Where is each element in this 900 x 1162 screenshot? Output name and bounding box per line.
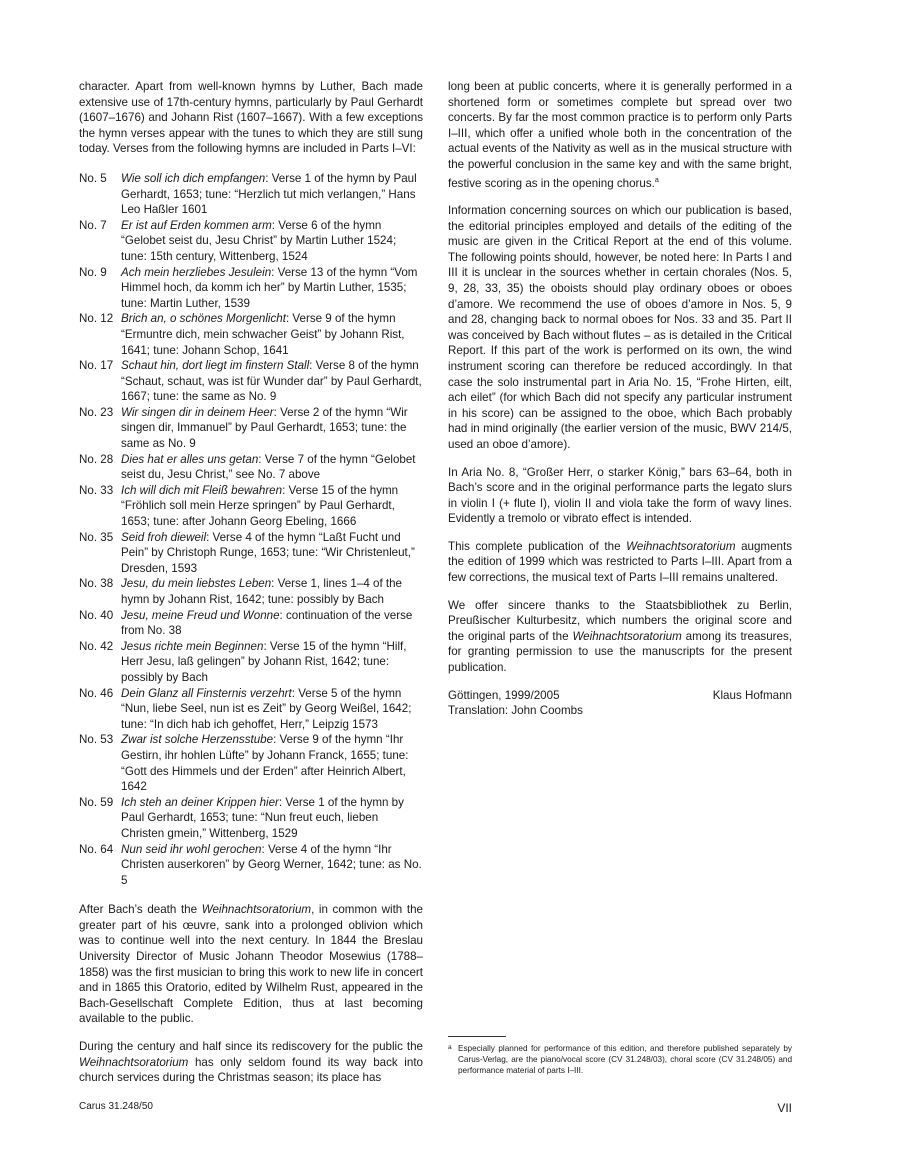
hymn-description: : Verse 2 of the hymn “Wir singen dir, Immanuel” by Paul Gerhardt, 1653; tune: the same as No. 9 [121, 405, 408, 451]
thanks-paragraph: We offer sincere thanks to the Staatsbibliothek zu Berlin, Preußischer Kulturbesitz, which numbers the original score and the original parts of the Weihnachtsoratorium among its treasures, for granting permission to use the manuscripts for the present publication. [448, 598, 792, 675]
hymn-description: : Verse 1, lines 1–4 of the hymn by Johann Rist, 1642; tune: possibly by Bach [121, 577, 403, 606]
hymn-title: Dies hat er alles uns getan [121, 452, 259, 466]
hymn-description: : Verse 15 of the hymn “Hilf, Herr Jesu, laß gelingen” by Johann Rist, 1642; tune: possibly by Bach [121, 639, 407, 684]
hymn-number: No. 12 [79, 312, 114, 326]
hymn-title: Zwar ist solche Herzensstube [121, 733, 274, 747]
list-item [79, 311, 423, 358]
page-number: VII [777, 1101, 792, 1115]
hymn-number: No. 38 [79, 577, 114, 591]
hymn-description: : continuation of the verse from No. 38 [121, 608, 413, 638]
catalog-number: Carus 31.248/50 [79, 1101, 153, 1112]
hymn-description: : Verse 1 of the hymn by Paul Gerhardt, 1653; tune: “Herzlich tut mich verlangen,” Hans Leo Haßler 1601 [121, 171, 417, 217]
list-item [79, 218, 423, 265]
hymn-number: No. 5 [79, 171, 107, 185]
hymn-number: No. 42 [79, 639, 114, 653]
hymn-title: Brich an, o schönes Morgenlicht [121, 312, 286, 326]
list-item [79, 842, 423, 889]
hymn-title: Ich steh an deiner Krippen hier [121, 795, 279, 809]
list-item [79, 358, 423, 405]
hymn-description: : Verse 6 of the hymn “Gelobet seist du, Jesu Christ” by Martin Luther 1524; tune: 15th century, Wittenberg, 1524 [121, 218, 397, 263]
list-item [79, 265, 423, 312]
left-column [79, 79, 423, 1086]
hymn-title: Er ist auf Erden kommen arm [121, 218, 272, 232]
hymn-number: No. 28 [79, 452, 114, 466]
list-item [79, 483, 423, 530]
signature-line [448, 688, 792, 704]
hymn-title: Ich will dich mit Fleiß bewahren [121, 483, 283, 497]
hymn-description: : Verse 8 of the hymn “Schaut, schaut, was ist für Wunder dar” by Paul Gerhardt, 1667; tune: the same as No. 9 [121, 359, 422, 404]
hymn-number: No. 35 [79, 530, 114, 544]
hymn-description: : Verse 5 of the hymn “Nun, liebe Seel, nun ist es Zeit” by Georg Weißel, 1642; tune: “In dich hab ich gehoffet, Herr,” Leipzig 1573 [121, 686, 412, 731]
list-item [79, 608, 423, 639]
hymn-number: No. 17 [79, 359, 114, 373]
revival-paragraph: After Bach’s death the Weihnachtsoratorium, in common with the greater part of his œuvre, sank into a prolonged oblivion which was to continue well into the next century. In 1844 the Breslau University Director of Music Johann Theodor Mosewius (1788–1858) was the first musician to bring this work to new life in concert and in 1865 this Oratorio, edited by Wilhelm Rust, appeared in the Bach-Gesellschaft Complete Edition, thus at last becoming available to the public. [79, 903, 423, 1026]
hymn-list [79, 171, 423, 888]
edition-paragraph: This complete publication of the Weihnachtsoratorium augments the edition of 1999 which was restricted to Parts I–III. Apart from a few corrections, the musical text of Parts I–III remains unaltered. [448, 539, 792, 585]
footnote [448, 1043, 792, 1076]
hymn-title: Wie soll ich dich empfangen [121, 171, 266, 185]
list-item [79, 405, 423, 452]
hymn-number: No. 9 [79, 265, 107, 279]
hymn-number: No. 23 [79, 405, 114, 419]
hymn-description: : Verse 4 of the hymn “Ihr Christen auserkoren” by Georg Werner, 1642; tune: as No. 5 [121, 842, 422, 887]
hymn-title: Seid froh dieweil [121, 530, 207, 544]
list-item [79, 686, 423, 733]
list-item [79, 452, 423, 483]
hymn-title: Schaut hin, dort liegt im finstern Stall [121, 359, 310, 373]
hymn-number: No. 46 [79, 686, 114, 700]
hymn-description: : Verse 9 of the hymn “Ihr Gestirn, ihr hohlen Lüfte” by Johann Franck, 1655; tune: “Gott des Himmels und der Erden” after Heinrich Albert, 1642 [121, 733, 409, 794]
aria-paragraph: In Aria No. 8, “Großer Herr, o starker König,” bars 63–64, both in Bach’s score and in the original performance parts the legato slurs in violin I (+ flute I), violin II and viola take the form of wavy lines. Evidently a tremolo or vibrato effect is intended. [448, 465, 792, 526]
hymn-description: : Verse 1 of the hymn by Paul Gerhardt, 1653; tune: “Nun freut euch, lieben Christen gmein,” Wittenberg, 1529 [121, 795, 404, 840]
hymn-title: Jesus richte mein Beginnen [121, 639, 264, 653]
performance-paragraph: During the century and half since its rediscovery for the public the Weihnachtsoratorium has only seldom found its way back into church services during the Christmas season; its place has [79, 1040, 423, 1085]
list-item [79, 171, 423, 218]
hymn-description: : Verse 9 of the hymn “Ermuntre dich, mein schwacher Geist” by Johann Rist, 1641; tune: Johann Schop, 1641 [121, 312, 405, 357]
right-column [448, 79, 792, 719]
list-item [79, 639, 423, 686]
list-item [79, 795, 423, 842]
hymn-number: No. 53 [79, 733, 114, 747]
hymn-description: : Verse 4 of the hymn “Laßt Fucht und Pein” by Christoph Runge, 1653; tune: “Wir Christenleut,” Dresden, 1593 [121, 530, 415, 575]
hymn-title: Ach mein herzliebes Jesulein [121, 265, 272, 279]
hymn-title: Dein Glanz all Finsternis verzehrt [121, 686, 292, 700]
sources-paragraph: Information concerning sources on which our publication is based, the editorial principles employed and details of the editing of the music are given in the Critical Report at the end of this volume. The following points should, however, be noted here: In Parts I and III it is unclear in the sources whether in certain chorales (Nos. 5, 9, 28, 33, 35) the oboists should play ordinary oboes or oboes d’amore. We recommend the use of oboes d’amore in Nos. 5, 9 and 28, changing back to normal oboes for Nos. 33 and 35. Part II was conceived by Bach without flutes – as is detailed in the Critical Report. If this part of the work is performed on its own, the wind instrument scoring can therefore be reduced accordingly. In that case the solo instrumental part in Aria No. 15, “Frohe Hirten, eilt, ach eilet” (for which Bach did not specify any particular instrument in his score) can be assigned to the oboe, which Bach probably had in mind originally (the earlier version of the music, BWV 214/5, used an oboe d’amore). [448, 204, 792, 451]
footnote-divider [448, 1036, 506, 1037]
hymn-number: No. 7 [79, 218, 107, 232]
translator-credit: Translation: John Coombs [448, 704, 583, 718]
list-item [79, 732, 423, 794]
intro-paragraph: character. Apart from well-known hymns by Luther, Bach made extensive use of 17th-century hymns, particularly by Paul Gerhardt (1607–1676) and Johann Rist (1607–1667). With a few exceptions the hymn verses appear with the tunes to which they are still sung today. Verses from the following hymns are included in Parts I–VI: [79, 80, 423, 156]
page-footer [79, 1101, 792, 1115]
list-item [79, 576, 423, 607]
footnote-text: Especially planned for performance of this edition, and therefore published separately by Carus-Verlag, are the piano/vocal score (CV 31.248/03), choral score (CV 31.248/05) and performance material of parts I–III. [458, 1044, 792, 1075]
hymn-title: Nun seid ihr wohl gerochen [121, 842, 262, 856]
hymn-description: : Verse 7 of the hymn “Gelobet seist du, Jesu Christ,” see No. 7 above [121, 452, 416, 482]
hymn-description: : Verse 15 of the hymn “Fröhlich soll mein Herze springen” by Paul Gerhardt, 1653; tune: after Johann Georg Ebeling, 1666 [121, 483, 399, 529]
hymn-title: Wir singen dir in deinem Heer [121, 405, 274, 419]
hymn-title: Jesu, du mein liebstes Leben [121, 577, 272, 591]
concert-paragraph: long been at public concerts, where it is generally performed in a shortened form or sometimes complete but spread over two concerts. By far the most common practice is to perform only Parts I–III, which offer a unified whole both in the concentration of the actual events of the Nativity as well as in the musical structure with the powerful conclusion in the same key and with the same bright, festive scoring as in the opening chorus.$^a$ [448, 80, 792, 190]
hymn-description: : Verse 13 of the hymn “Vom Himmel hoch, da komm ich her” by Martin Luther, 1535; tune: Martin Luther, 1539 [121, 265, 418, 310]
footnote-mark: a [448, 1044, 452, 1051]
hymn-number: No. 59 [79, 795, 114, 809]
author-name: Klaus Hofmann [712, 688, 792, 702]
hymn-number: No. 33 [79, 483, 114, 497]
list-item [79, 530, 423, 577]
hymn-number: No. 40 [79, 608, 114, 622]
place-date: Göttingen, 1999/2005 [448, 688, 560, 702]
hymn-number: No. 64 [79, 842, 114, 856]
hymn-title: Jesu, meine Freud und Wonne [121, 608, 280, 622]
footnote-reference: a [654, 176, 659, 184]
